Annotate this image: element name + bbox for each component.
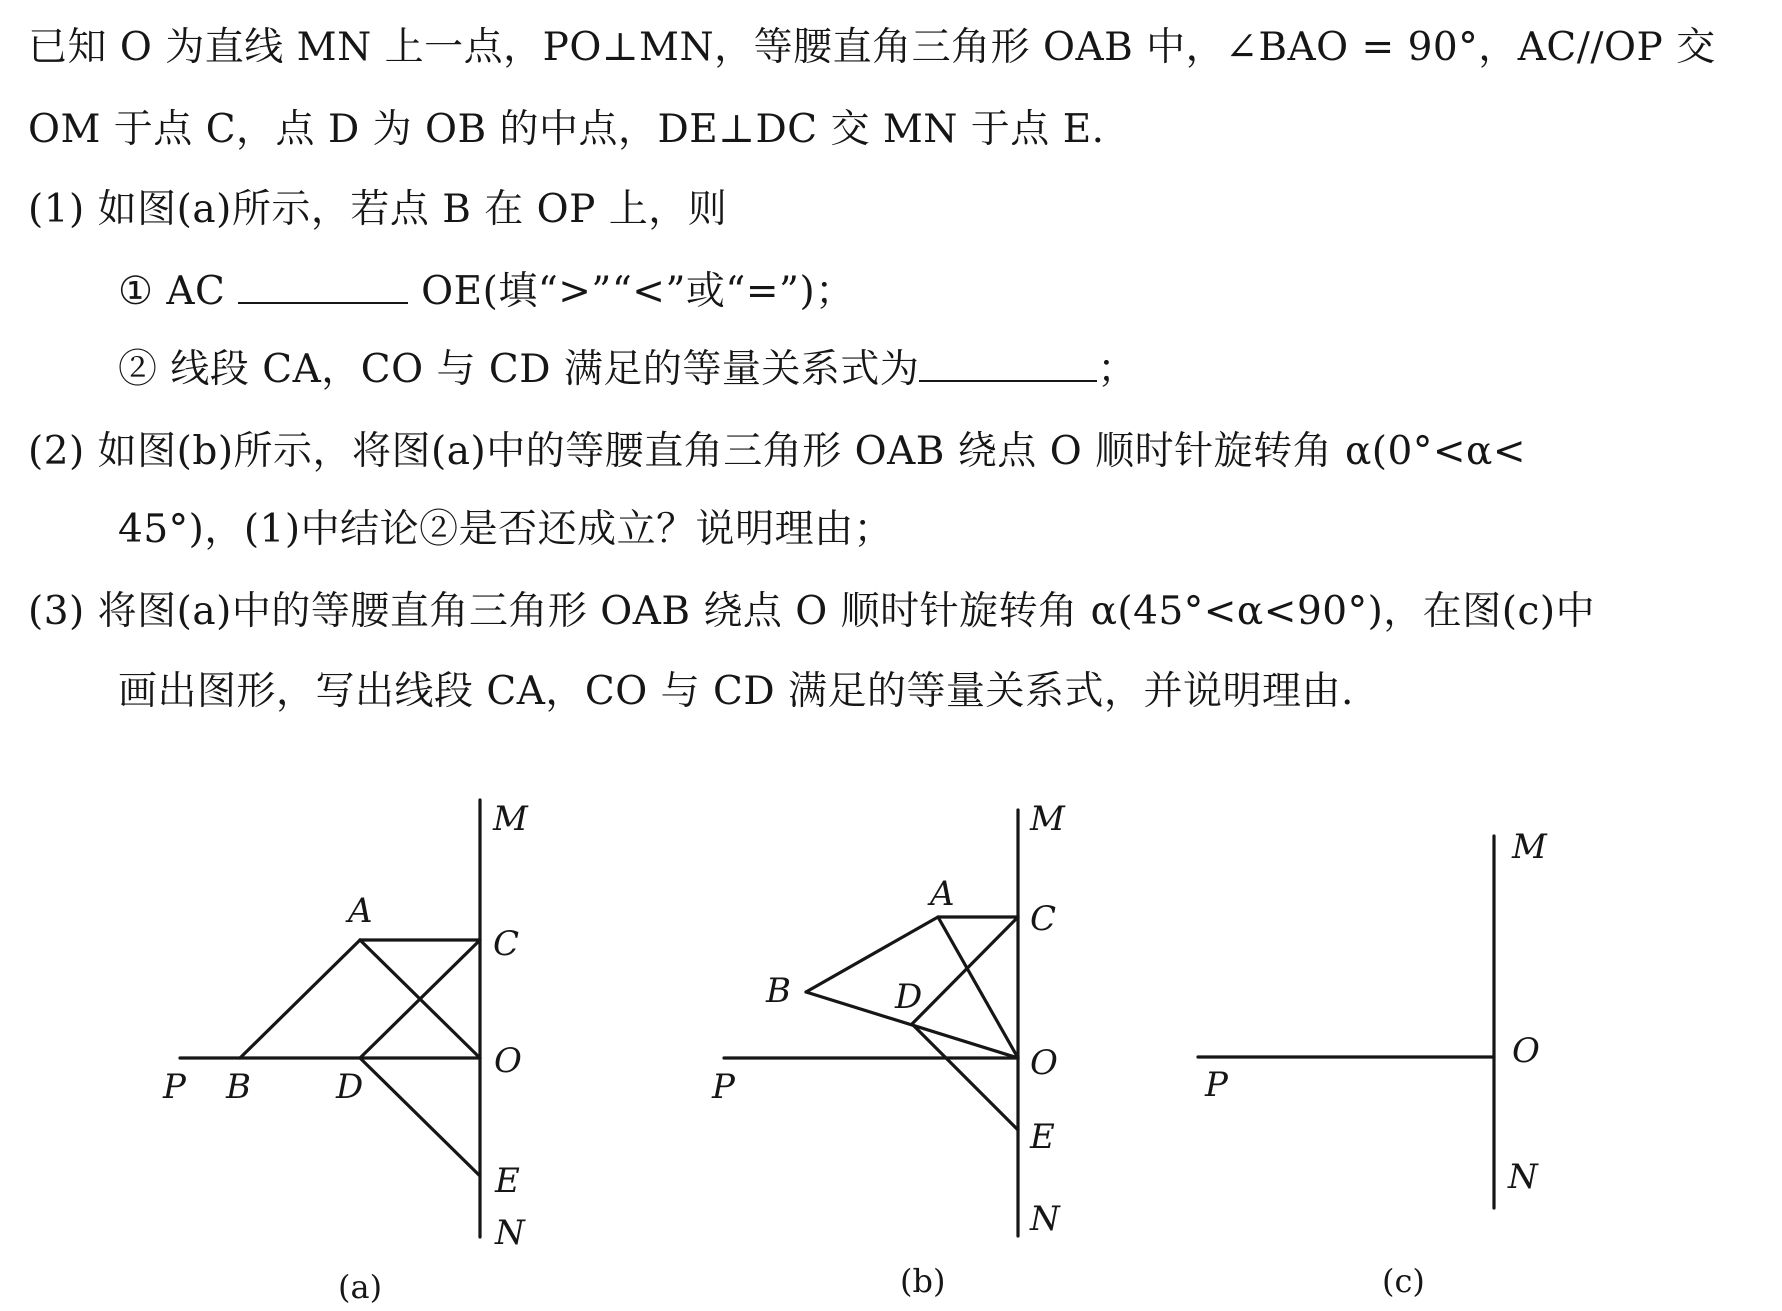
- caption-a: (a): [338, 1268, 383, 1306]
- label-m-a: M: [493, 799, 528, 839]
- segment-ba-a: [240, 940, 360, 1058]
- part-2-line-2: 45°)，(1)中结论②是否还成立？说明理由；: [118, 507, 894, 552]
- part-2-line-1: (2) 如图(b)所示，将图(a)中的等腰直角三角形 OAB 绕点 O 顺时针旋转角 α(0°<α<: [28, 429, 1527, 474]
- label-o-b: O: [1030, 1043, 1058, 1083]
- part-1-question-1-prefix: ① AC: [118, 269, 239, 314]
- label-b-b: B: [766, 971, 791, 1011]
- part-1-intro: (1) 如图(a)所示，若点 B 在 OP 上，则: [28, 187, 728, 232]
- label-m-b: M: [1030, 799, 1065, 839]
- label-p-b: P: [712, 1067, 735, 1107]
- label-e-b: E: [1030, 1117, 1055, 1157]
- label-d-a: D: [336, 1067, 364, 1107]
- label-n-b: N: [1030, 1199, 1060, 1239]
- label-b-a: B: [226, 1067, 251, 1107]
- figure-b: [711, 799, 1066, 1300]
- label-p-c: P: [1205, 1065, 1228, 1105]
- figure-c: [1198, 827, 1548, 1300]
- label-e-a: E: [495, 1161, 520, 1201]
- part-1-question-2-suffix: ；: [1097, 347, 1137, 392]
- label-d-b: D: [895, 977, 923, 1017]
- label-p-a: P: [163, 1067, 186, 1107]
- caption-c: (c): [1382, 1262, 1425, 1300]
- part-1-question-2-prefix: ② 线段 CA，CO 与 CD 满足的等量关系式为: [118, 347, 920, 392]
- label-o-a: O: [494, 1041, 522, 1081]
- label-n-a: N: [495, 1213, 525, 1253]
- part-3-line-1: (3) 将图(a)中的等腰直角三角形 OAB 绕点 O 顺时针旋转角 α(45°<α<90°)，在图(c)中: [28, 589, 1596, 634]
- caption-b: (b): [900, 1262, 946, 1300]
- label-m-c: M: [1512, 827, 1547, 867]
- segment-de-a: [360, 1058, 480, 1176]
- label-c-a: C: [493, 924, 520, 964]
- label-a-b: A: [930, 874, 955, 914]
- part-1-question-1-suffix: OE(填“>”“<”或“=”)；: [408, 269, 855, 314]
- label-n-c: N: [1508, 1157, 1538, 1197]
- figure-a: [162, 799, 529, 1306]
- label-o-c: O: [1512, 1031, 1540, 1071]
- problem-statement-line-1: 已知 O 为直线 MN 上一点，PO⊥MN，等腰直角三角形 OAB 中，∠BAO = 90°，AC//OP 交: [28, 25, 1716, 70]
- label-c-b: C: [1030, 899, 1057, 939]
- problem-statement-line-2: OM 于点 C，点 D 为 OB 的中点，DE⊥DC 交 MN 于点 E.: [28, 107, 1105, 152]
- part-3-line-2: 画出图形，写出线段 CA，CO 与 CD 满足的等量关系式，并说明理由.: [118, 669, 1354, 714]
- label-a-a: A: [348, 891, 373, 931]
- segment-dc-b: [912, 917, 1018, 1024]
